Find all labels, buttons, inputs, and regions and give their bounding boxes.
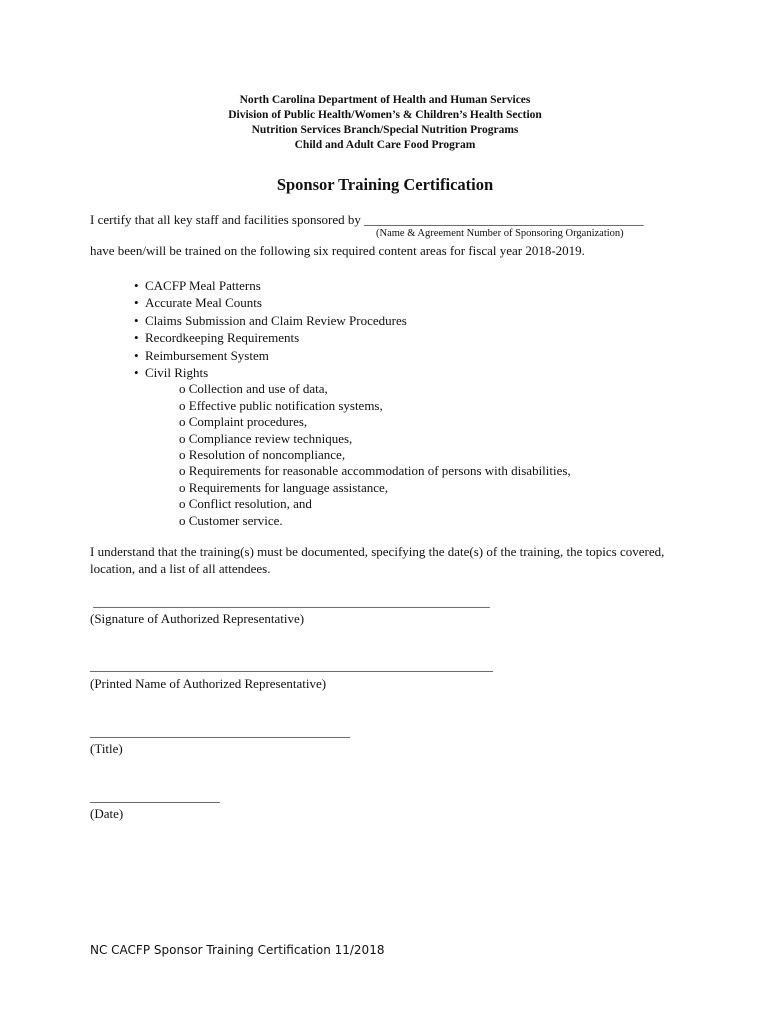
printed-name-label: (Printed Name of Authorized Representative) — [90, 676, 327, 691]
header-line-department: North Carolina Department of Health and Human Services — [239, 94, 531, 106]
sub-list-item — [179, 381, 571, 397]
signature-line[interactable]: _____________________________________________________________ — [90, 594, 490, 609]
list-item — [134, 277, 571, 294]
sub-list-item — [179, 496, 571, 512]
signature-label: (Signature of Authorized Representative) — [90, 611, 305, 626]
trained-statement: have been/will be trained on the following six required content areas for fiscal year 2018-2019. — [90, 243, 585, 258]
civil-rights-sublist — [134, 381, 571, 529]
header-line-branch: Nutrition Services Branch/Special Nutrition Programs — [251, 124, 519, 136]
list-item-label: Civil Rights — [145, 365, 209, 381]
sub-bullet-icon: o — [179, 512, 186, 528]
agency-header — [0, 93, 770, 153]
list-item-label: Recordkeeping Requirements — [145, 330, 300, 346]
organization-caption: (Name & Agreement Number of Sponsoring Organization) — [376, 228, 624, 239]
list-item-label: CACFP Meal Patterns — [145, 278, 261, 293]
date-label: (Date) — [90, 806, 124, 821]
sub-list-item-label: Requirements for reasonable accommodation of persons with disabilities, — [188, 463, 571, 479]
sub-bullet-icon: o — [179, 447, 186, 463]
sub-bullet-icon: o — [179, 496, 186, 512]
list-item-label: Reimbursement System — [145, 347, 269, 363]
bullet-icon: • — [134, 278, 139, 293]
list-item — [134, 329, 571, 346]
list-item — [134, 294, 571, 311]
sub-bullet-icon: o — [179, 397, 186, 413]
page-footer: NC CACFP Sponsor Training Certification 11/2018 — [90, 943, 385, 957]
title-label: (Title) — [90, 741, 123, 756]
sub-list-item — [179, 398, 571, 414]
sub-list-item — [179, 480, 571, 496]
list-item-label: Accurate Meal Counts — [145, 295, 262, 311]
sub-list-item-label: Conflict resolution, and — [188, 496, 312, 512]
sub-bullet-icon: o — [179, 430, 186, 446]
list-item-label: Claims Submission and Claim Review Procedures — [145, 312, 407, 328]
sub-bullet-icon: o — [179, 463, 186, 479]
sub-bullet-icon: o — [179, 381, 186, 397]
documentation-statement: I understand that the training(s) must be documented, specifying the date(s) of the training, the topics covered, location, and a list of all attendees. — [90, 544, 665, 576]
bullet-icon: • — [134, 365, 139, 381]
list-item — [134, 364, 571, 529]
sub-list-item — [179, 431, 571, 447]
title-line[interactable]: ________________________________________ — [90, 724, 350, 739]
sub-list-item-label: Customer service. — [188, 512, 283, 528]
sub-list-item-label: Complaint procedures, — [188, 414, 308, 430]
certify-statement: I certify that all key staff and facilities sponsored by ___________________________________________ — [90, 212, 644, 227]
sub-bullet-icon: o — [179, 479, 186, 495]
printed-name-line[interactable]: ______________________________________________________________ — [90, 658, 493, 673]
header-line-division: Division of Public Health/Women’s & Children’s Health Section — [228, 109, 542, 121]
list-item — [134, 312, 571, 329]
sub-list-item-label: Compliance review techniques, — [188, 430, 353, 446]
bullet-icon: • — [134, 312, 139, 328]
sub-list-item-label: Requirements for language assistance, — [188, 479, 389, 495]
header-line-program: Child and Adult Care Food Program — [294, 139, 476, 151]
sub-list-item-label: Resolution of noncompliance, — [188, 447, 346, 463]
bullet-icon: • — [134, 347, 139, 363]
bullet-icon: • — [134, 330, 139, 346]
sub-list-item — [179, 447, 571, 463]
date-line[interactable]: ____________________ — [90, 789, 220, 804]
sub-list-item — [179, 414, 571, 430]
list-item — [134, 347, 571, 364]
sub-list-item — [179, 463, 571, 479]
sub-list-item-label: Collection and use of data, — [188, 381, 328, 397]
sub-bullet-icon: o — [179, 414, 186, 430]
sub-list-item-label: Effective public notification systems, — [188, 397, 383, 413]
content-area-list — [134, 277, 571, 529]
document-title: Sponsor Training Certification — [276, 175, 494, 194]
bullet-icon: • — [134, 295, 139, 311]
sub-list-item — [179, 513, 571, 529]
